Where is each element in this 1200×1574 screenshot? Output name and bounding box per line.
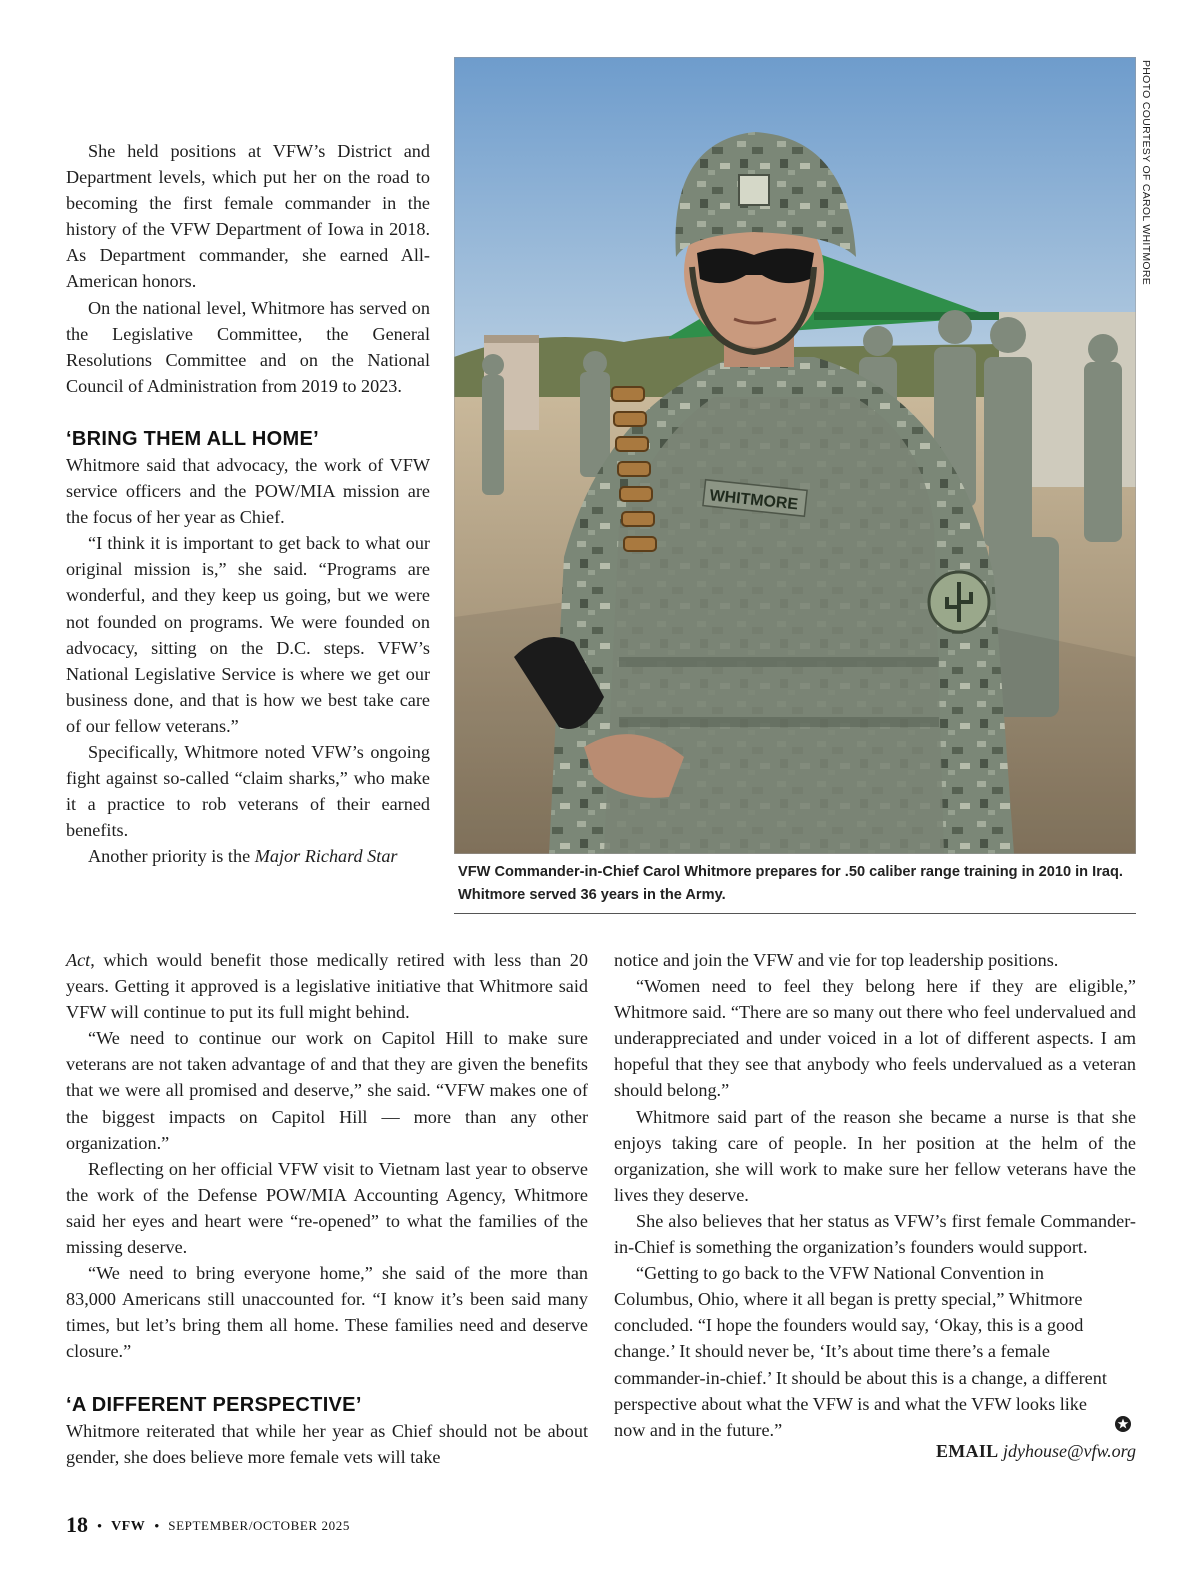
paragraph: Reflecting on her official VFW visit to Vietnam last year to observe the work of the Defense POW/MIA Accounting Agency, Whitmore said her eyes and heart were “re-opened” to what the families of the missing deserve.: [66, 1158, 588, 1258]
paragraph: On the national level, Whitmore has served on the Legislative Committee, the General Resolutions Committee and on the National Council of Administration from 2019 to 2023.: [66, 297, 430, 396]
article-column-top: [66, 138, 430, 869]
act-name-italic-end: Act: [66, 950, 91, 970]
paragraph: “We need to continue our work on Capitol Hill to make sure veterans are not taken advantage of and that they are given the benefits that we were all promised and deserve,” she said. “VFW makes one of the biggest impacts on Capitol Hill — more than any other organization.”: [66, 1028, 588, 1153]
caption-divider: [454, 913, 1136, 914]
page-footer: [66, 1512, 350, 1538]
email-label: EMAIL: [935, 1441, 999, 1461]
subhead-bring-them-home: ‘BRING THEM ALL HOME’: [66, 427, 319, 450]
email-address[interactable]: jdyhouse@vfw.org: [1002, 1441, 1136, 1461]
end-of-story-icon: [1114, 1415, 1132, 1433]
paragraph: Whitmore said part of the reason she became a nurse is that she enjoys taking care of people. In her position at the helm of the organization, she will work to make sure her fellow veterans have the lives they deserve.: [614, 1106, 1136, 1205]
paragraph-closing: “Getting to go back to the VFW National Convention in Columbus, Ohio, where it all began is pretty special,” Whitmore concluded. “I hope the founders would say, ‘Okay, this is a good change.’ It should never be, ‘It’s about time there’s a female commander-in-chief.’ It should be about this is a change, a different perspective about what the VFW is and what the VFW looks like now and in the future.”: [614, 1263, 1107, 1440]
paragraph: She also believes that her status as VFW’s first female Commander-in-Chief is something the organization’s founders would support.: [614, 1210, 1136, 1258]
photo-caption: VFW Commander-in-Chief Carol Whitmore prepares for .50 caliber range training in 2010 in Iraq. Whitmore served 36 years in the Army.: [458, 864, 1123, 903]
subhead-different-perspective: ‘A DIFFERENT PERSPECTIVE’: [66, 1393, 362, 1416]
footer-separator: •: [97, 1518, 102, 1533]
paragraph: “I think it is important to get back to what our original mission is,” she said. “Programs are wonderful, and they keep us going, but we were not founded on programs. We were founded on advocacy, sitting on the D.C. steps. VFW’s National Legislative Service is where we get our business done, and that is how we best take care of our fellow veterans.”: [66, 533, 430, 736]
paragraph: “We need to bring everyone home,” she said of the more than 83,000 Americans still unaccounted for. “I know it’s been said many times, but let’s bring them all home. These families need and deserve closure.”: [66, 1263, 588, 1362]
paragraph-priority-continued: Act, which would benefit those medically retired with less than 20 years. Getting it approved is a legislative initiative that Whitmore said VFW will continue to put its full might behind.: [66, 950, 588, 1023]
photo-credit: PHOTO COURTESY OF CAROL WHITMORE: [1140, 60, 1152, 286]
author-email: [936, 1441, 1136, 1462]
paragraph: Whitmore reiterated that while her year as Chief should not be about gender, she does believe more female vets will take: [66, 1420, 588, 1467]
paragraph: Whitmore said that advocacy, the work of VFW service officers and the POW/MIA mission are the focus of her year as Chief.: [66, 454, 430, 528]
publication-name: VFW: [111, 1519, 146, 1534]
issue-date: SEPTEMBER/OCTOBER 2025: [168, 1518, 350, 1533]
paragraph-continued: notice and join the VFW and vie for top leadership positions.: [614, 950, 1059, 970]
page-number: 18: [66, 1512, 88, 1537]
footer-separator: •: [154, 1518, 160, 1533]
paragraph: She held positions at VFW’s District and Department levels, which put her on the road to becoming the first female commander in the history of the VFW Department of Iowa in 2018. As Department commander, she earned All-American honors.: [66, 141, 430, 292]
act-name-italic: Major Richard Star: [254, 846, 398, 867]
name-tape: WHITMORE: [708, 487, 799, 514]
paragraph-priority-start: Another priority is the Major Richard Star: [88, 846, 398, 867]
article-column-bottom-left: [66, 947, 588, 1470]
article-column-bottom-right: [614, 947, 1136, 1443]
paragraph: Specifically, Whitmore noted VFW’s ongoing fight against so-called “claim sharks,” who make it a practice to rob veterans of their earned benefits.: [66, 741, 430, 841]
paragraph: “Women need to feel they belong here if they are eligible,” Whitmore said. “There are so many out there who feel undervalued and underappreciated and under voiced in a lot of different aspects. I am hopeful that they see that anybody who feels undervalued as a veteran should belong.”: [614, 976, 1136, 1101]
photo-whitmore: [454, 57, 1136, 854]
